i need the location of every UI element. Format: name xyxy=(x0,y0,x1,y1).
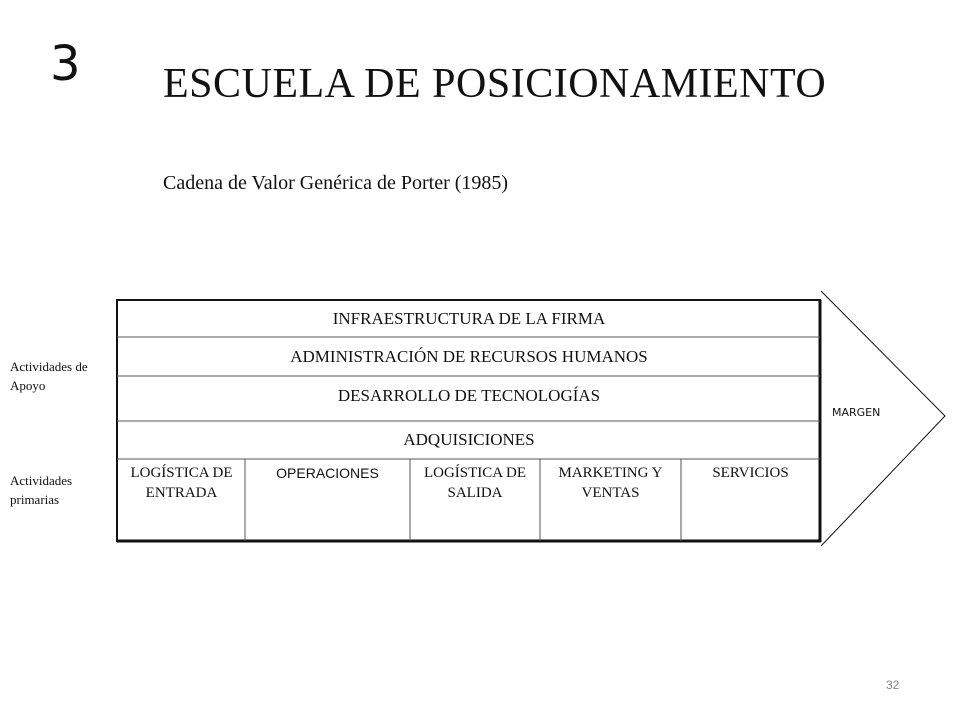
primary-activity-inbound-logistics: LOGÍSTICA DE ENTRADA xyxy=(130,465,233,501)
slide-subtitle: Cadena de Valor Genérica de Porter (1985) xyxy=(163,172,509,194)
primary-activity-marketing-sales: MARKETING Y VENTAS xyxy=(558,465,663,501)
primary-activity-outbound-logistics: LOGÍSTICA DE SALIDA xyxy=(423,465,527,501)
slide-title: ESCUELA DE POSICIONAMIENTO xyxy=(163,61,827,107)
page-number: 32 xyxy=(886,678,900,692)
support-activity-infrastructure: INFRAESTRUCTURA DE LA FIRMA xyxy=(332,308,606,328)
support-activity-human-resources: ADMINISTRACIÓN DE RECURSOS HUMANOS xyxy=(290,346,648,366)
support-activities-label: Actividades de Apoyo xyxy=(10,359,88,393)
support-activity-procurement: ADQUISICIONES xyxy=(403,430,535,449)
primary-activity-services: SERVICIOS xyxy=(712,465,789,481)
margin-label: MARGEN xyxy=(832,406,881,419)
primary-activity-operations: OPERACIONES xyxy=(276,465,379,481)
support-activity-technology: DESARROLLO DE TECNOLOGÍAS xyxy=(337,386,601,405)
slide-section-number: 3 xyxy=(50,36,81,92)
primary-activities-label: Actividades primarias xyxy=(10,473,73,507)
